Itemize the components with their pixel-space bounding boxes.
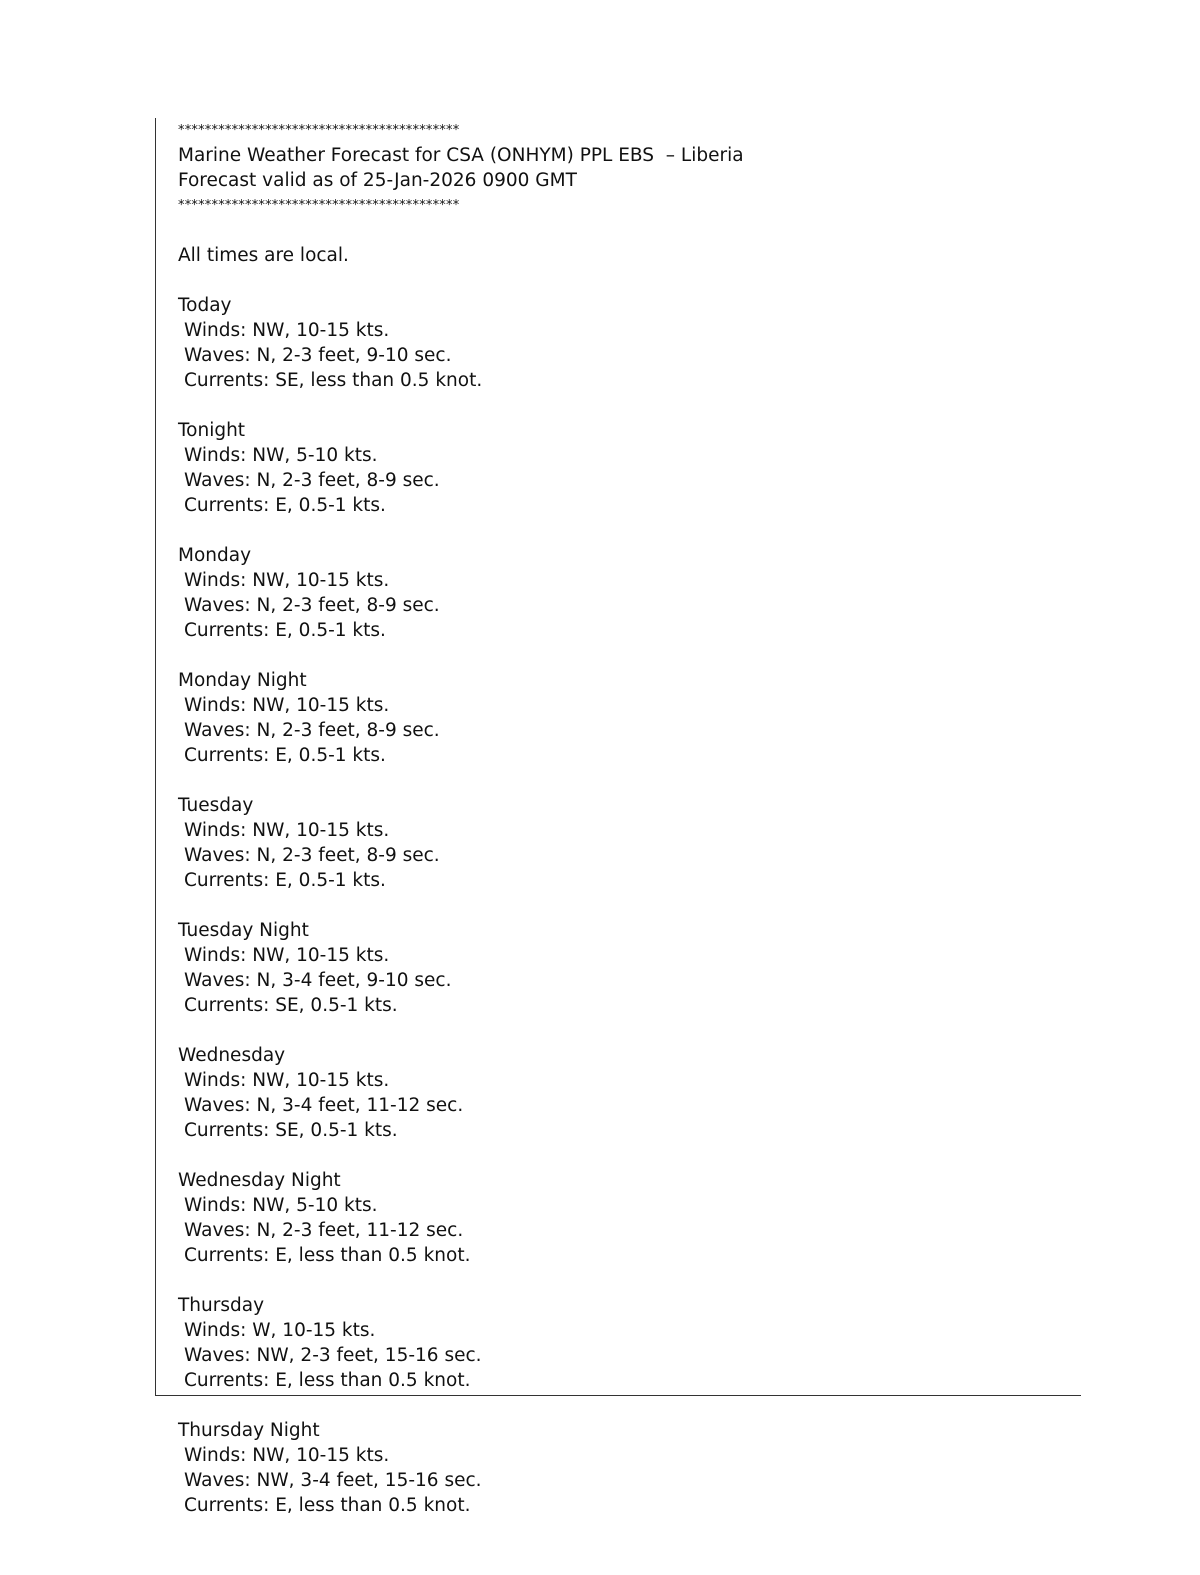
- time-note: All times are local.: [178, 245, 349, 266]
- period-name: Tonight: [178, 420, 246, 441]
- period-currents: Currents: SE, 0.5-1 kts.: [184, 995, 398, 1016]
- spacer: [178, 393, 1058, 418]
- period-waves: Waves: NW, 2-3 feet, 15-16 sec.: [184, 1345, 482, 1366]
- period-name: Tuesday Night: [178, 920, 309, 941]
- period-winds: Winds: NW, 5-10 kts.: [184, 1195, 378, 1216]
- forecast-period: [178, 918, 1058, 1018]
- period-currents: Currents: E, less than 0.5 knot.: [184, 1370, 471, 1391]
- forecast-period: [178, 1043, 1058, 1143]
- period-waves: Waves: N, 3-4 feet, 9-10 sec.: [184, 970, 452, 991]
- period-currents: Currents: E, less than 0.5 knot.: [184, 1495, 471, 1516]
- period-winds: Winds: W, 10-15 kts.: [184, 1320, 376, 1341]
- period-winds: Winds: NW, 10-15 kts.: [184, 1445, 390, 1466]
- forecast-period: [178, 1293, 1058, 1393]
- period-waves: Waves: N, 2-3 feet, 8-9 sec.: [184, 720, 440, 741]
- forecast-period: [178, 293, 1058, 393]
- spacer: [178, 1268, 1058, 1293]
- period-name: Thursday Night: [178, 1420, 320, 1441]
- forecast-period: [178, 1418, 1058, 1518]
- period-currents: Currents: E, 0.5-1 kts.: [184, 620, 386, 641]
- period-waves: Waves: N, 2-3 feet, 8-9 sec.: [184, 470, 440, 491]
- period-waves: Waves: N, 2-3 feet, 8-9 sec.: [184, 595, 440, 616]
- forecast-period: [178, 418, 1058, 518]
- period-currents: Currents: E, 0.5-1 kts.: [184, 745, 386, 766]
- forecast-title: Marine Weather Forecast for CSA (ONHYM) PPL EBS – Liberia: [178, 145, 744, 166]
- forecast-period: [178, 668, 1058, 768]
- period-winds: Winds: NW, 10-15 kts.: [184, 820, 390, 841]
- period-waves: Waves: N, 2-3 feet, 8-9 sec.: [184, 845, 440, 866]
- spacer: [178, 768, 1058, 793]
- spacer: [178, 893, 1058, 918]
- period-name: Tuesday: [178, 795, 254, 816]
- period-winds: Winds: NW, 10-15 kts.: [184, 570, 390, 591]
- period-name: Monday Night: [178, 670, 307, 691]
- spacer: [178, 643, 1058, 668]
- period-winds: Winds: NW, 10-15 kts.: [184, 1070, 390, 1091]
- header-stars-bottom: ******************************************: [178, 198, 460, 213]
- period-winds: Winds: NW, 10-15 kts.: [184, 945, 390, 966]
- period-currents: Currents: E, 0.5-1 kts.: [184, 495, 386, 516]
- period-currents: Currents: SE, less than 0.5 knot.: [184, 370, 483, 391]
- period-name: Wednesday Night: [178, 1170, 341, 1191]
- period-currents: Currents: E, 0.5-1 kts.: [184, 870, 386, 891]
- period-name: Monday: [178, 545, 252, 566]
- forecast-period: [178, 543, 1058, 643]
- period-waves: Waves: N, 2-3 feet, 11-12 sec.: [184, 1220, 464, 1241]
- period-winds: Winds: NW, 5-10 kts.: [184, 445, 378, 466]
- spacer: [178, 1018, 1058, 1043]
- header-stars-top: ******************************************: [178, 123, 460, 138]
- spacer: [178, 268, 1058, 293]
- forecast-period: [178, 1168, 1058, 1268]
- spacer: [178, 1143, 1058, 1168]
- period-currents: Currents: SE, 0.5-1 kts.: [184, 1120, 398, 1141]
- period-currents: Currents: E, less than 0.5 knot.: [184, 1245, 471, 1266]
- period-waves: Waves: N, 3-4 feet, 11-12 sec.: [184, 1095, 464, 1116]
- period-winds: Winds: NW, 10-15 kts.: [184, 695, 390, 716]
- period-name: Thursday: [178, 1295, 265, 1316]
- spacer: [178, 1393, 1058, 1418]
- frame-left-border: [155, 118, 156, 1396]
- period-waves: Waves: N, 2-3 feet, 9-10 sec.: [184, 345, 452, 366]
- spacer: [178, 218, 1058, 243]
- period-winds: Winds: NW, 10-15 kts.: [184, 320, 390, 341]
- forecast-valid-time: Forecast valid as of 25-Jan-2026 0900 GMT: [178, 170, 577, 191]
- forecast-document: [178, 118, 1058, 1518]
- period-name: Today: [178, 295, 232, 316]
- period-name: Wednesday: [178, 1045, 286, 1066]
- forecast-period: [178, 793, 1058, 893]
- period-waves: Waves: NW, 3-4 feet, 15-16 sec.: [184, 1470, 482, 1491]
- spacer: [178, 518, 1058, 543]
